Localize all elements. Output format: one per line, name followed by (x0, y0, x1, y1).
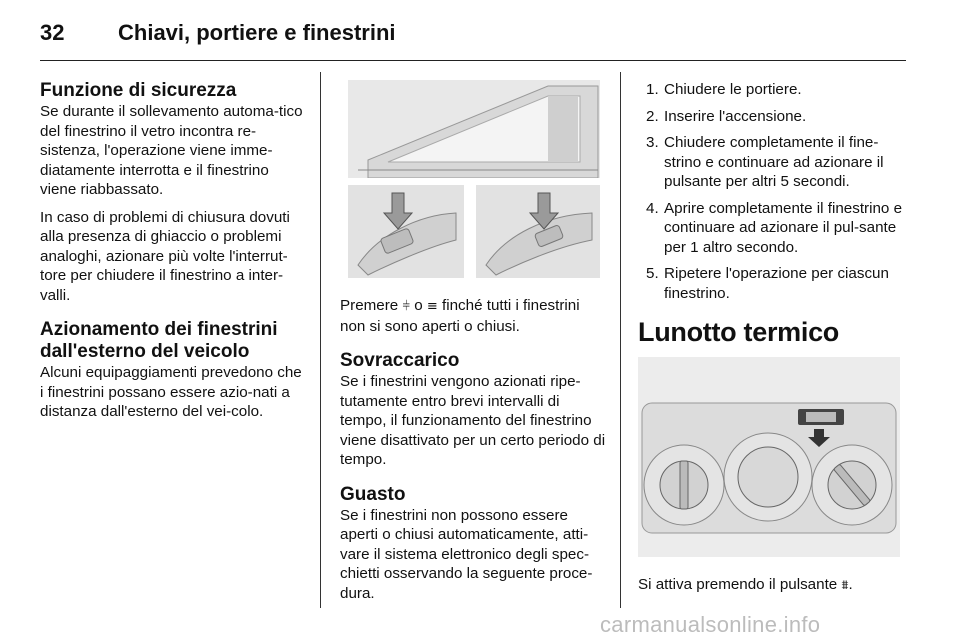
header-rule (40, 60, 906, 61)
step-text: Ripetere l'operazione per ciascun finestrino. (664, 265, 889, 302)
step-number: 3. (646, 134, 659, 151)
watermark: carmanualsonline.info (600, 612, 821, 637)
press-text-after: finché tutti i finestrini non si sono aperti o chiusi. (340, 297, 580, 335)
step-text: Inserire l'accensione. (664, 107, 807, 125)
page-number: 32 (40, 20, 65, 45)
column-3 (638, 80, 906, 604)
step-number: 2. (646, 107, 659, 125)
paragraph-overload: Se i finestrini vengono azionati ripe-tutamente entro brevi intervalli di tempo, il funzionamento del finestrino viene disattivato per un certo periodo di tempo. (340, 373, 606, 468)
step-item (638, 80, 906, 100)
step-text: Chiudere completamente il fine-strino e continuare ad azionare il pulsante per altri 5 secondi. (664, 134, 884, 190)
paragraph-safety: Se durante il sollevamento automa-tico del finestrino il vetro incontra re-sistenza, l'operazione viene imme-diatamente interrotta e il finestrino viene riabbassato. (40, 103, 303, 198)
paragraph-fault: Se i finestrini non possono essere aperti o chiusi automaticamente, atti-vare il sistema elettronico degli spec-chietti osservando la seguente proce-dura. (340, 506, 593, 602)
step-item (638, 264, 906, 303)
heading-overload: Sovraccarico (340, 350, 460, 371)
step-text: Aprire completamente il finestrino e continuare ad azionare il pul-sante per 1 altro secondo. (664, 199, 903, 256)
column-2 (340, 80, 608, 611)
unlock-icon: ≡ (426, 299, 438, 314)
paragraph-remote: Alcuni equipaggiamenti prevedono che i finestrini possano essere azio-nati a distanza dall'esterno del vei-colo. (40, 364, 302, 420)
heading-rear-window: Lunotto termico (638, 317, 839, 347)
step-number: 4. (646, 199, 659, 217)
paragraph-ice: In caso di problemi di chiusura dovuti alla presenza di ghiaccio o problemi analoghi, azionare più volte l'interrut-tore per chiudere il finestrino a inter-valli. (40, 208, 290, 304)
key-fob-unlock-illustration (476, 185, 600, 278)
procedure-steps (638, 80, 906, 303)
step-item (638, 107, 906, 127)
step-item (638, 133, 906, 192)
window-illustration (348, 80, 600, 178)
chapter-title: Chiavi, portiere e finestrini (118, 20, 396, 45)
column-1 (40, 80, 308, 430)
heading-safety: Funzione di sicurezza (40, 80, 237, 101)
step-number: 5. (646, 265, 659, 282)
step-text: Chiudere le portiere. (664, 81, 802, 98)
heading-remote: Azionamento dei finestrini dall'esterno del veicolo (40, 319, 278, 362)
paragraph-press (340, 296, 608, 336)
step-item (638, 199, 906, 258)
column-divider-2 (620, 72, 621, 608)
key-fob-lock-illustration (348, 185, 464, 278)
climate-control-panel-illustration (638, 357, 900, 557)
lock-icon: ⫩ (402, 299, 410, 314)
step-number: 1. (646, 81, 659, 98)
column-divider-1 (320, 72, 321, 608)
paragraph-rear-window: Si attiva premendo il pulsante ⩩. (638, 576, 853, 593)
rear-window-heater-icon: ⩩ (841, 578, 849, 593)
heading-fault: Guasto (340, 483, 406, 505)
press-text-before: Premere (340, 297, 399, 314)
rear-window-text: Si attiva premendo il pulsante (638, 576, 838, 593)
press-text-or: o (414, 297, 423, 314)
key-remote-figure (340, 80, 602, 290)
page-header (40, 14, 920, 54)
